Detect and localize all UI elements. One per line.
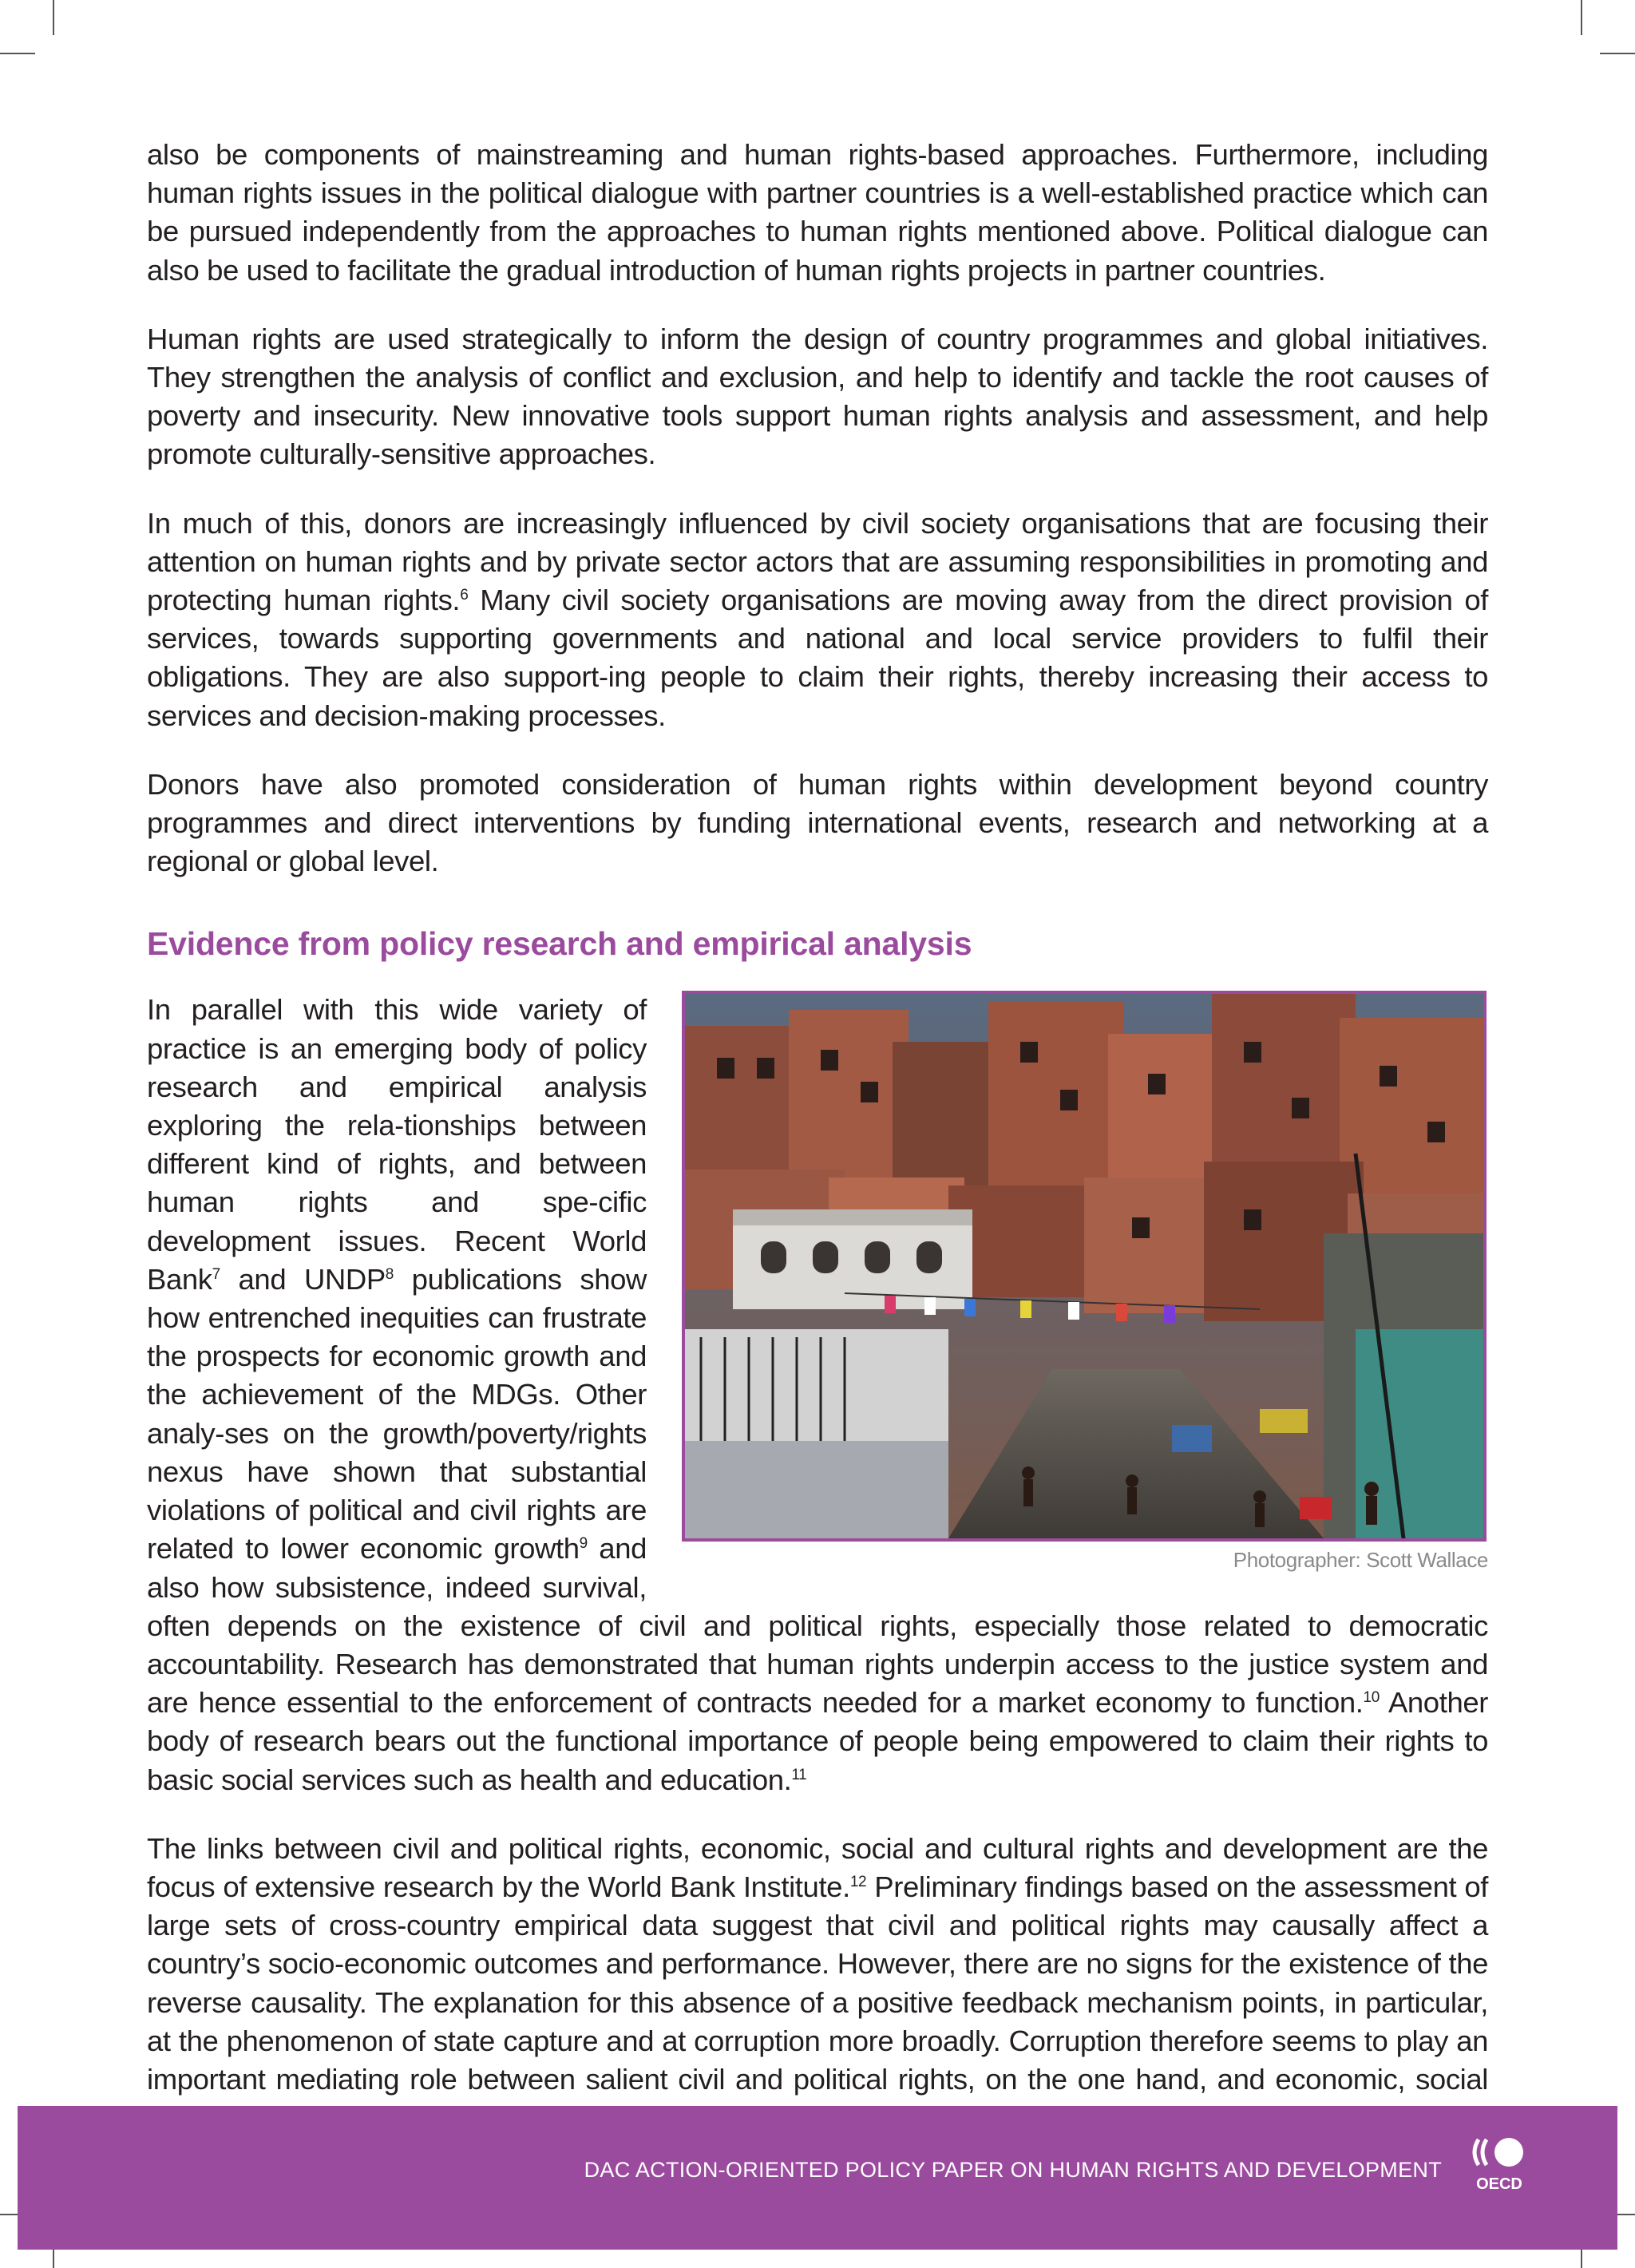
oecd-logo-text: OECD: [1476, 2175, 1522, 2193]
page-footer: [18, 2106, 1617, 2250]
photo-caption: Photographer: Scott Wallace: [1233, 1548, 1488, 1573]
paragraph-text: Preliminary findings based on the assessment of large sets of cross-country empirical data suggest that civil and political rights may causally affect a country’s socio-economic outcomes and performance. However, there are no signs for the existence of the reverse causality. The explanation for this absence of a positive feedback mechanism points, in particular, at the phenomenon of state capture and at corruption more broadly. Corruption therefore seems to play an important mediating role between salient civil and political rights, on the one hand, and economic, social: [147, 1870, 1488, 2096]
footnote-ref[interactable]: 11: [791, 1766, 807, 1783]
oecd-logo-icon: [1467, 2131, 1531, 2195]
crop-mark: [1600, 53, 1635, 54]
paragraph: Human rights are used strategically to inform the design of country programmes and global initiatives. They strengthen the analysis of conflict and exclusion, and help to identify and tackle the root causes of poverty and insecurity. New innovative tools support human rights analysis and assessment, and help promote culturally-sensitive approaches.: [147, 322, 1488, 471]
crop-mark: [1581, 0, 1582, 35]
photo-figure: [682, 991, 1488, 1573]
section-heading: Evidence from policy research and empirical analysis: [147, 925, 972, 963]
paragraph-text: Another body of research bears out the functional importance of people being empowered to claim their rights to basic social services such as health and education.: [147, 1686, 1488, 1796]
footnote-ref[interactable]: 7: [212, 1265, 220, 1283]
paragraph: [147, 1830, 1488, 2138]
page-content: [147, 136, 1488, 2167]
paragraph-text: In parallel with this wide variety of practice is an emerging body of policy research and empirical analysis exploring the rela-tionships between different kind of rights, and between human rights and spe-cific development issues. Recent World Bank: [147, 993, 647, 1296]
paragraph: also be components of mainstreaming and human rights-based approaches. Furthermore, including human rights issues in the political dialogue with partner countries is a well-established practice which can be pursued independently from the approaches to human rights mentioned above. Political dialogue can also be used to facilitate the gradual introduction of human rights projects in partner countries.: [147, 138, 1488, 287]
paragraph-text: and also how subsistence, indeed survival, often depends on the existence of civil and political rights, especially those related to democratic accountability. Research has demonstrated that human rights underpin access to the justice system and are hence essential to the enforcement of contracts needed for a market economy to function.: [147, 1532, 1488, 1720]
paragraph-text: In much of this, donors are increasingly influenced by civil society organisations that are focusing their attention on human rights and by private sector actors that are assuming responsibilities in promoting and protecting human rights.: [147, 506, 1488, 617]
footer-title: DAC ACTION-ORIENTED POLICY PAPER ON HUMAN RIGHTS AND DEVELOPMENT: [584, 2158, 1442, 2182]
favela-photo: [682, 991, 1487, 1542]
footnote-ref[interactable]: 6: [460, 586, 469, 604]
footnote-ref[interactable]: 8: [385, 1265, 394, 1283]
footnote-ref[interactable]: 10: [1363, 1688, 1380, 1706]
paragraph-text: The links between civil and political rights, economic, social and cultural rights and development are the focus of extensive research by the World Bank Institute.: [147, 1831, 1488, 1903]
paragraph: [147, 505, 1488, 735]
footnote-ref[interactable]: 9: [579, 1535, 588, 1553]
paragraph-text: and UNDP: [220, 1262, 386, 1296]
paragraph-text: publications show how entrenched inequities can frustrate the prospects for economic growth and the achievement of the MDGs. Other analy-ses on the growth/poverty/rights nexus have shown that substantial violations of political and civil rights are related to lower economic growth: [147, 1262, 647, 1565]
crop-mark: [0, 53, 35, 54]
footnote-ref[interactable]: 12: [849, 1873, 867, 1890]
crop-mark: [53, 0, 54, 35]
paragraph-text: Many civil society organisations are moving away from the direct provision of services, towards supporting governments and national and local service providers to fulfil their obligations. They are also support-ing people to claim their rights, thereby increasing their access to services and decision-making processes.: [147, 584, 1488, 732]
paragraph: Donors have also promoted consideration of human rights within development beyond country programmes and direct interventions by funding international events, research and networking at a regional or global level.: [147, 767, 1488, 878]
